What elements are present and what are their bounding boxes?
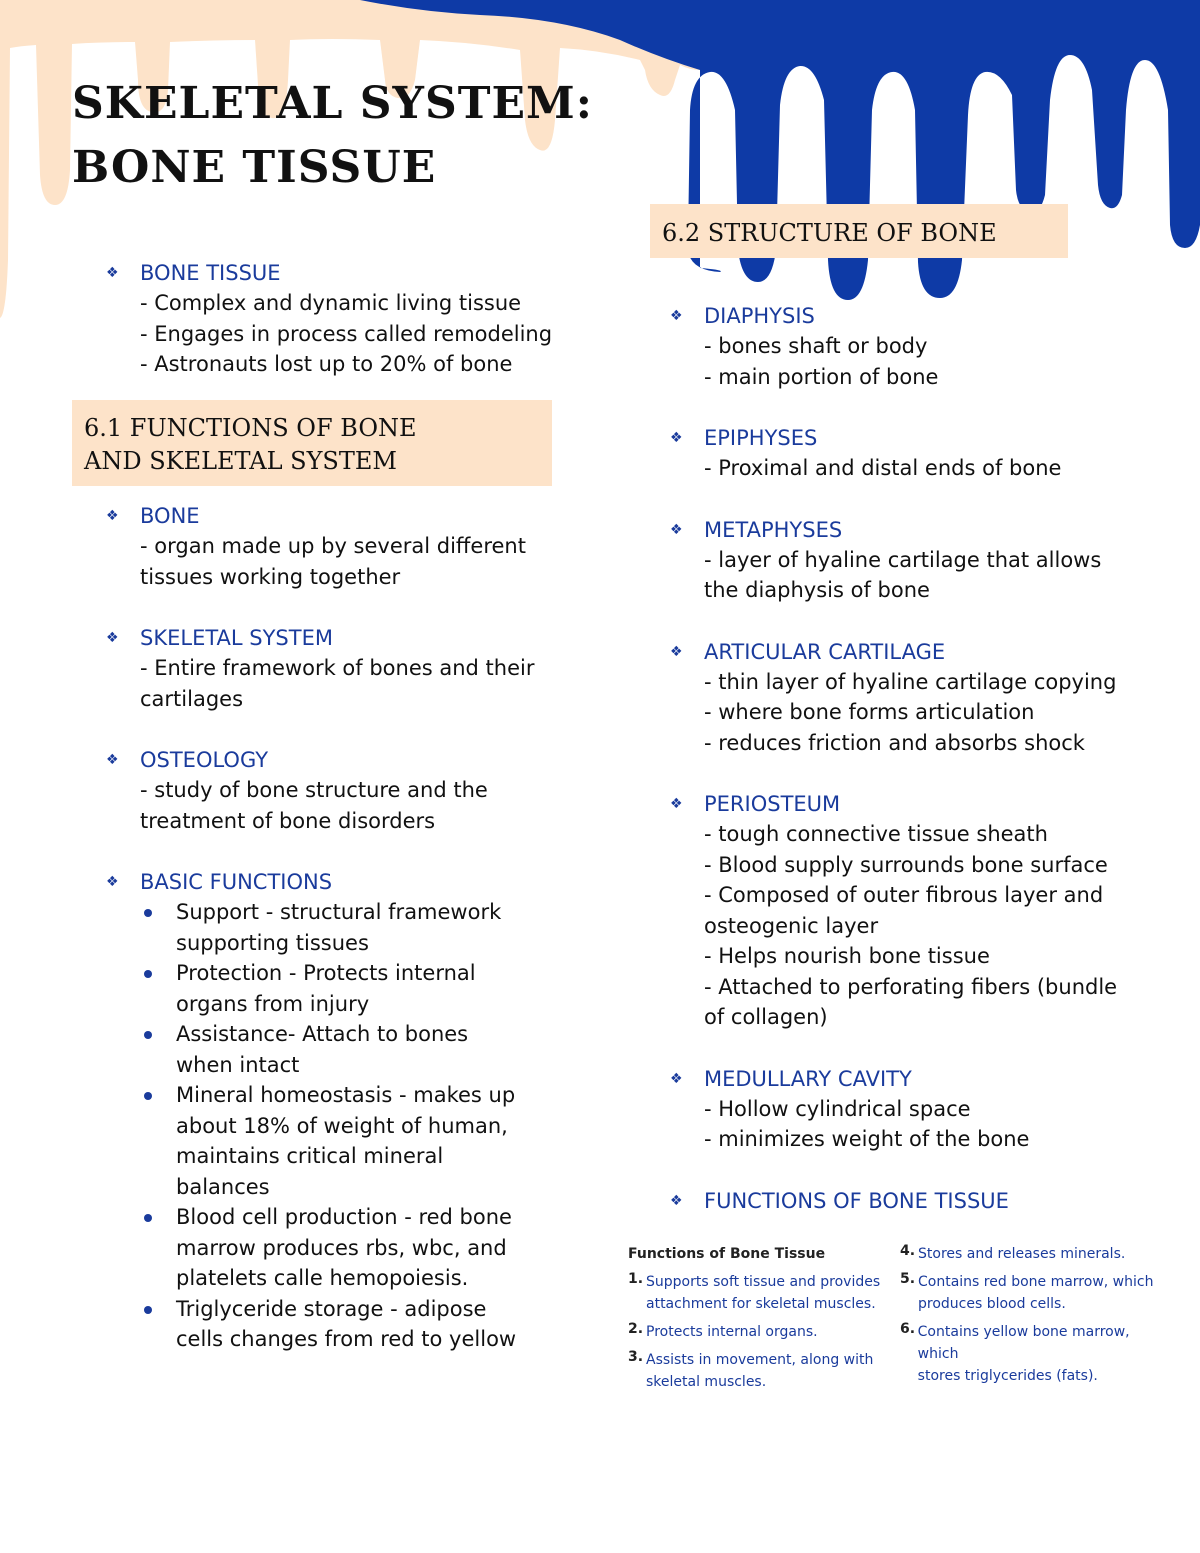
entry-line: - layer of hyaline cartilage that allows (704, 547, 1102, 572)
list-item (628, 1321, 898, 1343)
entry-functions-of-bone-tissue (670, 1186, 1170, 1216)
intro-heading (106, 258, 586, 288)
page-title (72, 72, 593, 200)
entry-heading: ARTICULAR CARTILAGE (704, 639, 946, 664)
item-line: Supports soft tissue and provides (646, 1274, 881, 1290)
entry-line: - main portion of bone (704, 364, 939, 389)
diamond-bullet-icon: ❖ (670, 1070, 683, 1087)
diamond-bullet-icon: ❖ (106, 752, 119, 768)
item-number: 1. (628, 1271, 644, 1287)
entry-metaphyses (670, 515, 1170, 606)
diamond-bullet-icon: ❖ (670, 521, 683, 538)
list-item-line: marrow produces rbs, wbc, and (176, 1235, 507, 1260)
section-6-2-label: 6.2 STRUCTURE OF BONE (662, 219, 997, 247)
entry-heading: METAPHYSES (704, 517, 843, 542)
item-line: stores triglycerides (fats). (917, 1368, 1098, 1384)
section-6-1-line-2: AND SKELETAL SYSTEM (84, 447, 397, 475)
list-item-line: Triglyceride storage - adipose (176, 1296, 487, 1321)
entry-osteology (106, 745, 586, 836)
list-item-line: platelets calle hemopoiesis. (176, 1266, 469, 1290)
left-entries (106, 501, 586, 1386)
entry-skeletal-system (106, 623, 586, 714)
functions-table-title: Functions of Bone Tissue (628, 1246, 826, 1262)
list-item-line: Support - structural framework (176, 900, 502, 924)
diamond-bullet-icon: ❖ (670, 796, 683, 812)
item-line: produces blood cells. (918, 1296, 1066, 1312)
list-item-line: when intact (176, 1052, 300, 1077)
diamond-bullet-icon: ❖ (670, 643, 683, 660)
functions-table-col-1 (628, 1243, 898, 1399)
entry-heading: SKELETAL SYSTEM (140, 626, 333, 650)
diamond-bullet-icon: ❖ (106, 630, 119, 646)
list-item (900, 1243, 1170, 1265)
intro-line: - Complex and dynamic living tissue (140, 291, 522, 315)
list-item (900, 1271, 1170, 1315)
section-6-1-line-1: 6.1 FUNCTIONS OF BONE (84, 414, 417, 442)
list-item (628, 1271, 898, 1315)
diamond-bullet-icon: ❖ (106, 508, 119, 524)
entry-line: - tough connective tissue sheath (704, 822, 1048, 846)
entry-line: tissues working together (140, 564, 401, 589)
list-item-line: Protection - Protects internal (176, 961, 476, 985)
list-item-line: supporting tissues (176, 930, 369, 955)
list-item (900, 1321, 1170, 1387)
list-item-line: Assistance- Attach to bones (176, 1022, 469, 1046)
entry-line: - bones shaft or body (704, 334, 928, 358)
list-item-line: about 18% of weight of human, (176, 1113, 508, 1138)
entry-line: cartilages (140, 686, 244, 711)
list-item (176, 1202, 586, 1294)
entry-line: - Helps nourish bone tissue (704, 944, 990, 968)
right-entries (670, 301, 1170, 1247)
diamond-bullet-icon: ❖ (106, 265, 119, 281)
item-line: Stores and releases minerals. (918, 1246, 1126, 1262)
entry-epiphyses (670, 423, 1170, 484)
entry-line: - organ made up by several different (140, 534, 526, 558)
list-item (176, 1019, 586, 1080)
entry-line: - Composed of outer fibrous layer and (704, 883, 1104, 907)
entry-line: - Attached to perforating fibers (bundle (704, 974, 1118, 999)
section-banner-6-2 (650, 204, 1068, 258)
item-line: Protects internal organs. (646, 1324, 818, 1340)
entry-basic-functions (106, 867, 586, 1355)
intro-block (106, 258, 586, 380)
item-line: Assists in movement, along with (646, 1352, 874, 1368)
entry-line: of collagen) (704, 1005, 828, 1029)
item-number: 2. (628, 1321, 644, 1337)
item-line: attachment for skeletal muscles. (646, 1296, 876, 1312)
item-number: 6. (900, 1321, 916, 1337)
entry-heading: FUNCTIONS OF BONE TISSUE (704, 1188, 1009, 1213)
item-line: Contains red bone marrow, which (918, 1274, 1154, 1290)
basic-functions-list (106, 897, 586, 1355)
entry-line: - minimizes weight of the bone (704, 1127, 1030, 1151)
entry-line: - Blood supply surrounds bone surface (704, 852, 1108, 877)
entry-periosteum (670, 789, 1170, 1033)
list-item (176, 1294, 586, 1355)
entry-diaphysis (670, 301, 1170, 392)
diamond-bullet-icon: ❖ (670, 308, 683, 324)
entry-line: - study of bone structure and the (140, 778, 488, 802)
diamond-bullet-icon: ❖ (670, 430, 683, 446)
entry-heading: BONE (140, 504, 200, 528)
entry-line: - Proximal and distal ends of bone (704, 456, 1062, 480)
list-item-line: organs from injury (176, 991, 370, 1016)
entry-heading: OSTEOLOGY (140, 748, 269, 772)
entry-bone (106, 501, 586, 592)
diamond-bullet-icon: ❖ (670, 1192, 683, 1209)
list-item-line: balances (176, 1174, 270, 1199)
list-item (176, 1080, 586, 1202)
entry-heading: EPIPHYSES (704, 426, 818, 450)
intro-heading-text: BONE TISSUE (140, 261, 281, 285)
entry-line: treatment of bone disorders (140, 808, 436, 833)
item-number: 4. (900, 1243, 916, 1259)
list-item (628, 1349, 898, 1393)
entry-line: - Hollow cylindrical space (704, 1096, 971, 1121)
intro-line: - Engages in process called remodeling (140, 321, 553, 346)
functions-table-col-2 (900, 1243, 1170, 1393)
title-line-1: SKELETAL SYSTEM: (72, 78, 593, 129)
entry-heading: PERIOSTEUM (704, 792, 841, 816)
list-item (176, 958, 586, 1019)
entry-line: - Entire framework of bones and their (140, 656, 535, 680)
list-item (176, 897, 586, 958)
list-item-line: cells changes from red to yellow (176, 1327, 517, 1351)
list-item-line: Mineral homeostasis - makes up (176, 1083, 516, 1107)
entry-medullary-cavity (670, 1064, 1170, 1155)
entry-line: - where bone forms articulation (704, 700, 1035, 724)
entry-line: osteogenic layer (704, 913, 879, 938)
entry-heading: BASIC FUNCTIONS (140, 870, 333, 894)
entry-heading: DIAPHYSIS (704, 304, 815, 328)
entry-line: the diaphysis of bone (704, 578, 930, 602)
section-banner-6-1 (72, 400, 552, 486)
entry-line: - reduces friction and absorbs shock (704, 730, 1085, 755)
entry-heading: MEDULLARY CAVITY (704, 1066, 912, 1091)
entry-articular-cartilage (670, 637, 1170, 759)
item-number: 3. (628, 1349, 644, 1365)
intro-line: - Astronauts lost up to 20% of bone (140, 352, 513, 376)
item-number: 5. (900, 1271, 916, 1287)
entry-line: - thin layer of hyaline cartilage copying (704, 669, 1117, 694)
item-line: skeletal muscles. (646, 1374, 767, 1390)
item-line: Contains yellow bone marrow, which (917, 1324, 1130, 1362)
list-item-line: Blood cell production - red bone (176, 1205, 512, 1229)
title-line-2: BONE TISSUE (72, 142, 437, 193)
list-item-line: maintains critical mineral (176, 1144, 444, 1168)
diamond-bullet-icon: ❖ (106, 874, 119, 890)
